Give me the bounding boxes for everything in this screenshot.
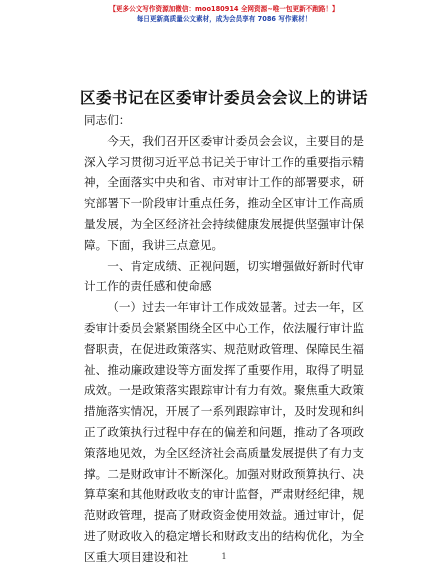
page-number: 1 (221, 552, 227, 561)
document-title: 区委书记在区委审计委员会会议上的讲话 (79, 88, 368, 107)
promo-banner-line1: 【更多公文写作资源加微信：moo180914 全网资源~唯一包更新不跑路！】 (109, 5, 339, 13)
promo-banner-line2: 每日更新高质量公文素材，成为会员享有 7086 写作素材！ (136, 15, 312, 23)
section-heading: 一、肯定成绩、正视问题，切实增强做好新时代审计工作的责任感和使命感 (84, 258, 364, 294)
greeting: 同志们： (84, 113, 131, 127)
document-body (84, 110, 364, 568)
promo-banner (0, 4, 448, 24)
intro-paragraph: 今天，我们召开区委审计委员会会议，主要目的是深入学习贯彻习近平总书记关于审计工作的重要指示精神，全面落实中央和省、市对审计工作的部署要求，研究部署下一阶段审计重点任务，推动全区审计工作高质量发展，为全区经济社会持续健康发展提供坚强审计保障。下面，我讲三点意见。 (84, 133, 364, 252)
body-paragraph: （一）过去一年审计工作成效显著。过去一年，区委审计委员会紧紧围绕全区中心工作，依法履行审计监督职责，在促进政策落实、规范财政管理、保障民生福祉、推动廉政建设等方面发挥了重要作用，取得了明显成效。一是政策落实跟踪审计有力有效。聚焦重大政策措施落实情况，开展了一系列跟踪审计，及时发现和纠正了政策执行过程中存在的偏差和问题，推动了各项政策落地见效，为全区经济社会高质量发展提供了有力支撑。二是财政审计不断深化。加强对财政预算执行、决算草案和其他财政收支的审计监督，严肃财经纪律，规范财政管理，提高了财政资金使用效益。通过审计，促进了财政收入的稳定增长和财政支出的结构优化，为全区重大项目建设和社 (84, 300, 364, 564)
